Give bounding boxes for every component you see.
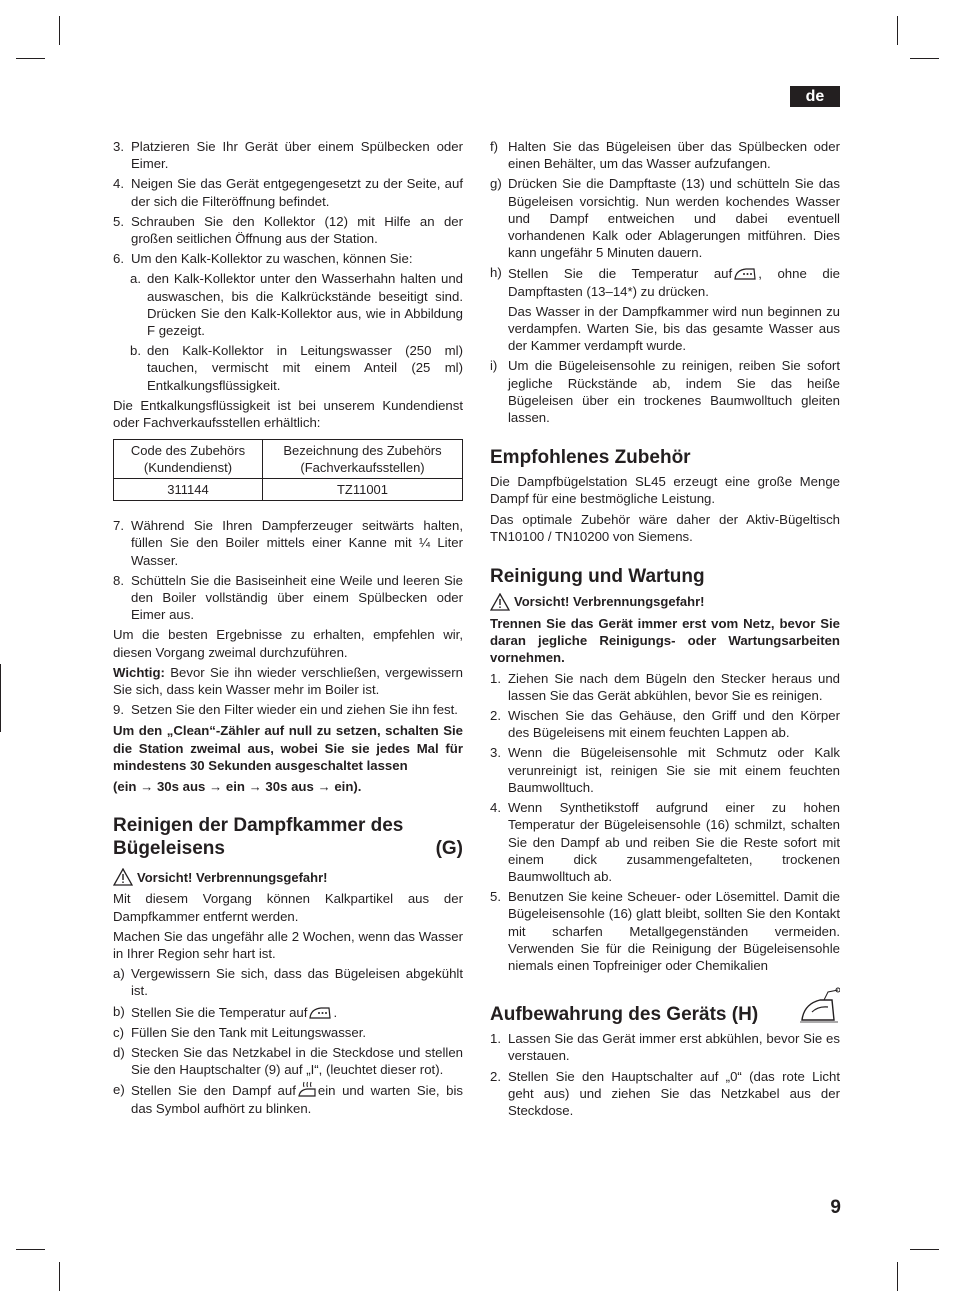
important-note [113, 664, 463, 698]
table-cell-name: TZ11001 [263, 479, 463, 501]
list-item [490, 175, 840, 261]
steam-chamber-steps-continued [490, 138, 840, 300]
list-item [113, 213, 463, 247]
list-number: d) [113, 1044, 125, 1060]
crop-mark [59, 1262, 60, 1291]
list-text: Stecken Sie das Netzkabel in die Steckdose und stellen Sie den Hauptschalter (9) auf „I“, (leuchtet dieser rot). [131, 1044, 463, 1078]
list-text: Schütteln Sie die Basiseinheit eine Weile und leeren Sie den Boiler vollständig über einem Spülbecken oder Eimer aus. [131, 572, 463, 623]
intro-text-1: Mit diesem Vorgang können Kalkpartikel aus der Dampfkammer entfernt werden. [113, 891, 463, 924]
burn-warning [490, 593, 840, 611]
clean-counter-sequence: (ein → 30s aus → ein → 30s aus → ein). [113, 779, 362, 795]
list-number: b) [113, 1003, 125, 1019]
list-item [490, 1030, 840, 1064]
list-text: Füllen Sie den Tank mit Leitungswasser. [131, 1024, 367, 1040]
list-number: 4. [113, 176, 124, 192]
page-number: 9 [830, 1197, 841, 1218]
temperature-max-icon [734, 264, 756, 281]
important-text: Bevor Sie ihn wieder verschließen, vergewissern Sie sich, dass kein Wasser mehr im Boiler ist. [113, 664, 463, 698]
list-item [113, 1003, 463, 1021]
crop-mark [910, 58, 939, 59]
cleaning-steps-list [490, 670, 840, 974]
list-text-part: Stellen Sie die Temperatur auf [131, 1004, 308, 1020]
list-item [113, 701, 463, 718]
list-text [508, 264, 840, 299]
list-text: Setzen Sie den Filter wieder ein und ziehen Sie ihn fest. [131, 702, 458, 718]
list-number: 4. [490, 800, 501, 816]
warning-triangle-icon [113, 868, 133, 886]
list-item [130, 342, 463, 394]
descaling-substeps-list [113, 270, 463, 393]
disconnect-warning-text: Trennen Sie das Gerät immer erst vom Netz, bevor Sie daran jegliche Reinigungs- oder Wartungsarbeiten vornehmen. [490, 616, 840, 666]
right-column [490, 138, 840, 1122]
heading-figure-tag: (G) [435, 838, 463, 860]
steam-icon [298, 1081, 316, 1098]
burn-warning [113, 868, 463, 886]
list-number: 9. [113, 702, 124, 718]
list-number: 3. [490, 745, 501, 761]
section-heading-cleaning: Reinigung und Wartung [490, 566, 705, 588]
accessories-text-1: Die Dampfbügelstation SL45 erzeugt eine große Menge Dampf für eine bestmögliche Leistung. [490, 474, 840, 507]
list-item [113, 175, 463, 209]
list-number: c) [113, 1024, 124, 1040]
accessory-table [113, 439, 463, 501]
list-text: den Kalk-Kollektor in Leitungswasser (250 ml) tauchen, vermischt mit einem Anteil (25 ml) Entkalkungsflüssigkeit. [147, 343, 463, 393]
list-text-part: ein und warten Sie, bis das Symbol aufhört zu blinken. [131, 1083, 464, 1116]
warning-text: Vorsicht! Verbrennungsgefahr! [514, 594, 705, 610]
accessories-text-2: Das optimale Zubehör wäre daher der Aktiv-Bügeltisch TN10100 / TN10200 von Siemens. [490, 511, 840, 544]
iron-storage-icon [798, 986, 840, 1026]
list-text: Schrauben Sie den Kollektor (12) mit Hilfe an der großen seitlichen Öffnung aus der Station. [131, 213, 463, 247]
left-column [113, 138, 463, 1120]
list-item [490, 264, 840, 299]
list-text: Wischen Sie das Gehäuse, den Griff und den Körper des Bügeleisens mit einem feuchten Lappen ab. [508, 708, 840, 741]
list-item [113, 250, 463, 267]
list-item [490, 707, 840, 741]
list-text: Wenn die Bügeleisensohle mit Schmutz oder Kalk verunreinigt ist, reinigen Sie sie mit einem feuchten Baumwolltuch. [508, 745, 840, 795]
list-item [490, 138, 840, 172]
list-text [131, 1003, 463, 1021]
list-number: 6. [113, 251, 124, 267]
list-text: Um die Bügeleisensohle zu reinigen, reiben Sie sofort jegliche Rückstände ab, indem Sie das heiße Bügeleisen über ein trockenes Baumwolltuch gleiten lassen. [508, 358, 840, 426]
list-text: Um den Kalk-Kollektor zu waschen, können Sie: [131, 251, 413, 267]
list-number: e) [113, 1082, 125, 1098]
list-number: 3. [113, 139, 124, 154]
best-results-text: Um die besten Ergebnisse zu erhalten, empfehlen wir, diesen Vorgang zweimal durchzuführen. [113, 627, 463, 660]
list-item [490, 1068, 840, 1120]
list-text: Stellen Sie den Hauptschalter auf „0“ (das rote Licht geht aus) und ziehen Sie das Netzkabel aus der Steckdose. [508, 1068, 840, 1118]
list-text: Ziehen Sie nach dem Bügeln den Stecker heraus und lassen Sie das Gerät abkühlen, bevor Sie es reinigen. [508, 670, 840, 703]
list-item [113, 1081, 463, 1116]
list-number: f) [490, 139, 499, 154]
section-heading-accessories: Empfohlenes Zubehör [490, 447, 691, 469]
registration-mark [0, 664, 1, 732]
warning-text: Vorsicht! Verbrennungsgefahr! [137, 869, 328, 885]
list-number: 2. [490, 708, 501, 724]
intro-text-2: Machen Sie das ungefähr alle 2 Wochen, wenn das Wasser in Ihrer Region sehr hart ist. [113, 928, 463, 961]
crop-mark [910, 1249, 939, 1250]
warning-triangle-icon [490, 593, 510, 611]
list-text: Halten Sie das Bügeleisen über das Spülbecken oder einen Behälter, um das Wasser aufzufangen. [508, 139, 840, 172]
list-item [490, 888, 840, 974]
list-number: 8. [113, 572, 124, 588]
section-heading-steam-chamber [113, 814, 463, 860]
list-item [113, 1024, 463, 1041]
boiler-steps-list [113, 517, 463, 623]
list-text: Drücken Sie die Dampftaste (13) und schütteln Sie das Bügeleisen vorsichtig. Nun werden kochendes Wasser und Dampf entweichen und dabei eventuell vorhandenen Kalk oder Ablagerungen mitführen. Dies kann ungefähr 5 Minuten dauern. [508, 176, 840, 261]
descaler-availability-text: Die Entkalkungsflüssigkeit ist bei unserem Kundendienst oder Fachverkaufsstellen erhältlich: [113, 397, 463, 431]
list-text: Benutzen Sie keine Scheuer- oder Lösemittel. Damit die Bügeleisensohle (16) glatt bleibt, sollten Sie den Kontakt mit scharfen Metallgegenständen vermeiden. Verwenden Sie für die Reinigung der Bügeleisensohle niemals einen Topfreiniger oder Chemikalien [508, 889, 840, 973]
list-text-part: , ohne die Dampftasten (13–14*) zu drücken. [508, 266, 840, 299]
list-text-part: . [333, 1004, 338, 1020]
list-number: 5. [113, 213, 124, 229]
list-number: i) [490, 358, 498, 374]
list-item [113, 965, 463, 999]
list-number: 1. [490, 1031, 501, 1047]
list-item [113, 572, 463, 624]
section-heading-storage: Aufbewahrung des Geräts (H) [490, 1004, 759, 1026]
list-number: a. [130, 271, 141, 287]
heading-line-2: Bügeleisens [113, 838, 225, 860]
list-number: 7. [113, 518, 124, 534]
list-item [490, 799, 840, 885]
list-number: 1. [490, 670, 501, 686]
crop-mark [59, 16, 60, 45]
evaporation-note: Das Wasser in der Dampfkammer wird nun beginnen zu verdampfen. Warten Sie, bis das gesamte Wasser aus der Kammer verdampft wurde. [508, 303, 840, 354]
list-item [113, 138, 463, 172]
crop-mark [897, 1262, 898, 1291]
list-text [131, 1081, 463, 1116]
temperature-max-icon [309, 1003, 331, 1020]
table-header-code: Code des Zubehörs (Kundendienst) [114, 440, 263, 479]
list-number: a) [113, 966, 125, 982]
important-label: Wichtig: [113, 664, 165, 680]
list-text-part: Stellen Sie den Dampf auf [131, 1083, 296, 1099]
crop-mark [16, 1249, 45, 1250]
list-number: b. [130, 343, 141, 359]
list-text: Wenn Synthetikstoff aufgrund einer zu hohen Temperatur der Bügeleisensohle (16) schmilzt, schalten Sie den Dampf ab und reiben Sie die Reste sofort mit einem dick zusammengefalteten, trockenen Baumwolltuch ab. [508, 800, 840, 884]
list-number: 5. [490, 889, 501, 905]
list-text-part: Stellen Sie die Temperatur auf [508, 266, 733, 282]
list-number: g) [490, 176, 502, 192]
crop-mark [897, 16, 898, 45]
list-text: den Kalk-Kollektor unter den Wasserhahn halten und auswaschen, bis die Kalkrückstände beseitigt sind. Drücken Sie den Kalk-Kollektor aus, wie in Abbildung F gezeigt. [147, 271, 463, 339]
list-item [490, 670, 840, 704]
list-text: Neigen Sie das Gerät entgegengesetzt zu der Seite, auf der sich die Filteröffnung befindet. [131, 176, 463, 209]
table-header-name: Bezeichnung des Zubehörs (Fachverkaufsstellen) [263, 440, 463, 479]
list-text: Lassen Sie das Gerät immer erst abkühlen, bevor Sie es verstauen. [508, 1031, 840, 1064]
list-text: Während Sie Ihren Dampferzeuger seitwärts halten, füllen Sie den Boiler mittels einer Kanne mit ¼ Liter Wasser. [131, 518, 463, 568]
list-item [490, 744, 840, 796]
heading-line-1: Reinigen der Dampfkammer des [113, 815, 404, 837]
descaling-steps-list [113, 138, 463, 267]
storage-steps-list [490, 1030, 840, 1119]
steam-chamber-steps-list [113, 965, 463, 1117]
crop-mark [16, 58, 45, 59]
list-item [113, 517, 463, 569]
clean-counter-reset-text: Um den „Clean“-Zähler auf null zu setzen, schalten Sie die Station zweimal aus, wobei Sie sie jedes Mal für mindestens 30 Sekunden ausgeschaltet lassen [113, 723, 463, 773]
list-item [113, 1044, 463, 1078]
language-badge: de [790, 86, 840, 107]
list-text: Vergewissern Sie sich, dass das Bügeleisen abgekühlt ist. [131, 966, 463, 999]
section-heading-storage-row [490, 986, 840, 1026]
list-item [130, 270, 463, 339]
list-item [490, 357, 840, 426]
table-cell-code: 311144 [114, 479, 263, 501]
list-number: h) [490, 265, 502, 281]
list-text: Platzieren Sie Ihr Gerät über einem Spülbecken oder Eimer. [131, 139, 463, 172]
list-number: 2. [490, 1068, 501, 1084]
